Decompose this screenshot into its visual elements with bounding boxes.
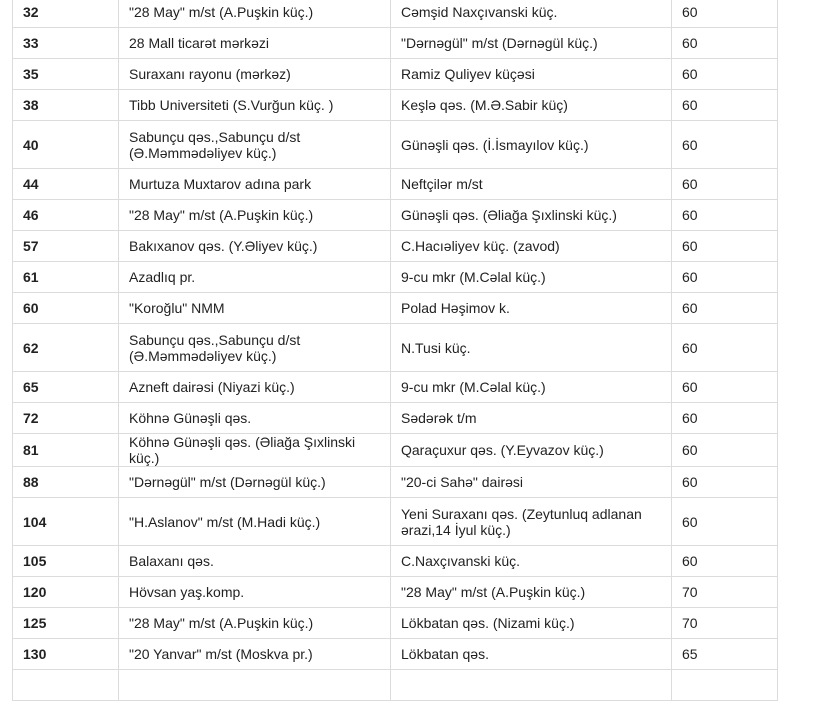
table-row — [13, 59, 778, 90]
table-row — [13, 434, 778, 467]
table-row — [13, 262, 778, 293]
route-number-cell: 38 — [13, 90, 119, 121]
route-to-cell: 9-cu mkr (M.Cəlal küç.) — [391, 262, 672, 293]
table-row — [13, 231, 778, 262]
table-row — [13, 467, 778, 498]
route-from-cell: Bakıxanov qəs. (Y.Əliyev küç.) — [119, 231, 391, 262]
route-from-cell: "H.Aslanov" m/st (M.Hadi küç.) — [119, 498, 391, 546]
route-price-cell: 60 — [672, 262, 778, 293]
route-from-cell: "28 May" m/st (A.Puşkin küç.) — [119, 608, 391, 639]
table-row — [13, 28, 778, 59]
route-to-cell: Lökbatan qəs. — [391, 639, 672, 670]
route-from-cell: "Koroğlu" NMM — [119, 293, 391, 324]
route-number-cell: 130 — [13, 639, 119, 670]
table-row — [13, 0, 778, 28]
route-to-cell: Sədərək t/m — [391, 403, 672, 434]
route-from-cell: 28 Mall ticarət mərkəzi — [119, 28, 391, 59]
route-from-cell: Köhnə Günəşli qəs. — [119, 403, 391, 434]
table-row — [13, 670, 778, 701]
route-price-cell: 60 — [672, 169, 778, 200]
route-from-cell: Hövsan yaş.komp. — [119, 577, 391, 608]
route-number-cell: 46 — [13, 200, 119, 231]
route-price-cell: 60 — [672, 467, 778, 498]
route-price-cell: 60 — [672, 324, 778, 372]
route-price-cell: 65 — [672, 639, 778, 670]
table-row — [13, 169, 778, 200]
route-from-cell: "Dərnəgül" m/st (Dərnəgül küç.) — [119, 467, 391, 498]
route-number-cell: 72 — [13, 403, 119, 434]
table-row — [13, 121, 778, 169]
table-row — [13, 498, 778, 546]
route-from-cell: Azadlıq pr. — [119, 262, 391, 293]
route-to-cell: 9-cu mkr (M.Cəlal küç.) — [391, 372, 672, 403]
route-to-cell: Günəşli qəs. (Əliağa Şıxlinski küç.) — [391, 200, 672, 231]
route-from-cell: Tibb Universiteti (S.Vurğun küç. ) — [119, 90, 391, 121]
route-from-cell: "28 May" m/st (A.Puşkin küç.) — [119, 0, 391, 28]
route-to-cell: Polad Həşimov k. — [391, 293, 672, 324]
route-number-cell: 40 — [13, 121, 119, 169]
routes-table — [12, 0, 778, 701]
route-number-cell: 120 — [13, 577, 119, 608]
route-from-cell: "28 May" m/st (A.Puşkin küç.) — [119, 200, 391, 231]
route-price-cell: 70 — [672, 608, 778, 639]
table-row — [13, 324, 778, 372]
table-row — [13, 372, 778, 403]
route-number-cell: 44 — [13, 169, 119, 200]
route-price-cell: 60 — [672, 498, 778, 546]
table-row — [13, 200, 778, 231]
route-from-cell: Sabunçu qəs.,Sabunçu d/st (Ə.Məmmədəliyev küç.) — [119, 324, 391, 372]
table-row — [13, 546, 778, 577]
route-to-cell: Ramiz Quliyev küçəsi — [391, 59, 672, 90]
table-row — [13, 608, 778, 639]
route-price-cell: 60 — [672, 546, 778, 577]
route-number-cell: 105 — [13, 546, 119, 577]
route-number-cell: 35 — [13, 59, 119, 90]
route-to-cell — [391, 670, 672, 701]
route-from-cell: Balaxanı qəs. — [119, 546, 391, 577]
route-price-cell: 60 — [672, 372, 778, 403]
route-to-cell: Yeni Suraxanı qəs. (Zeytunluq adlanan ərazi,14 İyul küç.) — [391, 498, 672, 546]
route-to-cell: Qaraçuxur qəs. (Y.Eyvazov küç.) — [391, 434, 672, 467]
route-price-cell: 60 — [672, 200, 778, 231]
route-price-cell: 60 — [672, 403, 778, 434]
table-row — [13, 639, 778, 670]
route-number-cell: 88 — [13, 467, 119, 498]
route-from-cell: Murtuza Muxtarov adına park — [119, 169, 391, 200]
route-from-cell: "20 Yanvar" m/st (Moskva pr.) — [119, 639, 391, 670]
route-number-cell: 57 — [13, 231, 119, 262]
route-price-cell: 60 — [672, 121, 778, 169]
route-number-cell: 104 — [13, 498, 119, 546]
route-number-cell: 81 — [13, 434, 119, 467]
routes-table-container — [12, 0, 777, 701]
route-to-cell: Neftçilər m/st — [391, 169, 672, 200]
table-row — [13, 403, 778, 434]
route-number-cell — [13, 670, 119, 701]
route-price-cell: 60 — [672, 293, 778, 324]
route-price-cell: 60 — [672, 90, 778, 121]
route-to-cell: "20-ci Sahə" dairəsi — [391, 467, 672, 498]
route-number-cell: 125 — [13, 608, 119, 639]
route-from-cell: Azneft dairəsi (Niyazi küç.) — [119, 372, 391, 403]
route-number-cell: 65 — [13, 372, 119, 403]
route-price-cell: 70 — [672, 577, 778, 608]
table-row — [13, 293, 778, 324]
route-price-cell: 60 — [672, 28, 778, 59]
route-from-cell — [119, 670, 391, 701]
route-from-cell: Suraxanı rayonu (mərkəz) — [119, 59, 391, 90]
route-to-cell: "Dərnəgül" m/st (Dərnəgül küç.) — [391, 28, 672, 59]
route-price-cell: 60 — [672, 231, 778, 262]
route-price-cell — [672, 670, 778, 701]
table-row — [13, 577, 778, 608]
table-row — [13, 90, 778, 121]
route-to-cell: C.Naxçıvanski küç. — [391, 546, 672, 577]
route-number-cell: 62 — [13, 324, 119, 372]
route-number-cell: 61 — [13, 262, 119, 293]
route-price-cell: 60 — [672, 59, 778, 90]
route-to-cell: Keşlə qəs. (M.Ə.Sabir küç) — [391, 90, 672, 121]
route-from-cell: Sabunçu qəs.,Sabunçu d/st (Ə.Məmmədəliyev küç.) — [119, 121, 391, 169]
route-number-cell: 60 — [13, 293, 119, 324]
route-to-cell: "28 May" m/st (A.Puşkin küç.) — [391, 577, 672, 608]
route-to-cell: Günəşli qəs. (İ.İsmayılov küç.) — [391, 121, 672, 169]
route-to-cell: Cəmşid Naxçıvanski küç. — [391, 0, 672, 28]
route-to-cell: C.Hacıəliyev küç. (zavod) — [391, 231, 672, 262]
routes-table-body — [13, 0, 778, 701]
route-price-cell: 60 — [672, 434, 778, 467]
route-number-cell: 33 — [13, 28, 119, 59]
route-to-cell: Lökbatan qəs. (Nizami küç.) — [391, 608, 672, 639]
route-price-cell: 60 — [672, 0, 778, 28]
route-from-cell: Köhnə Günəşli qəs. (Əliağa Şıxlinski küç.) — [119, 434, 391, 467]
route-number-cell: 32 — [13, 0, 119, 28]
route-to-cell: N.Tusi küç. — [391, 324, 672, 372]
